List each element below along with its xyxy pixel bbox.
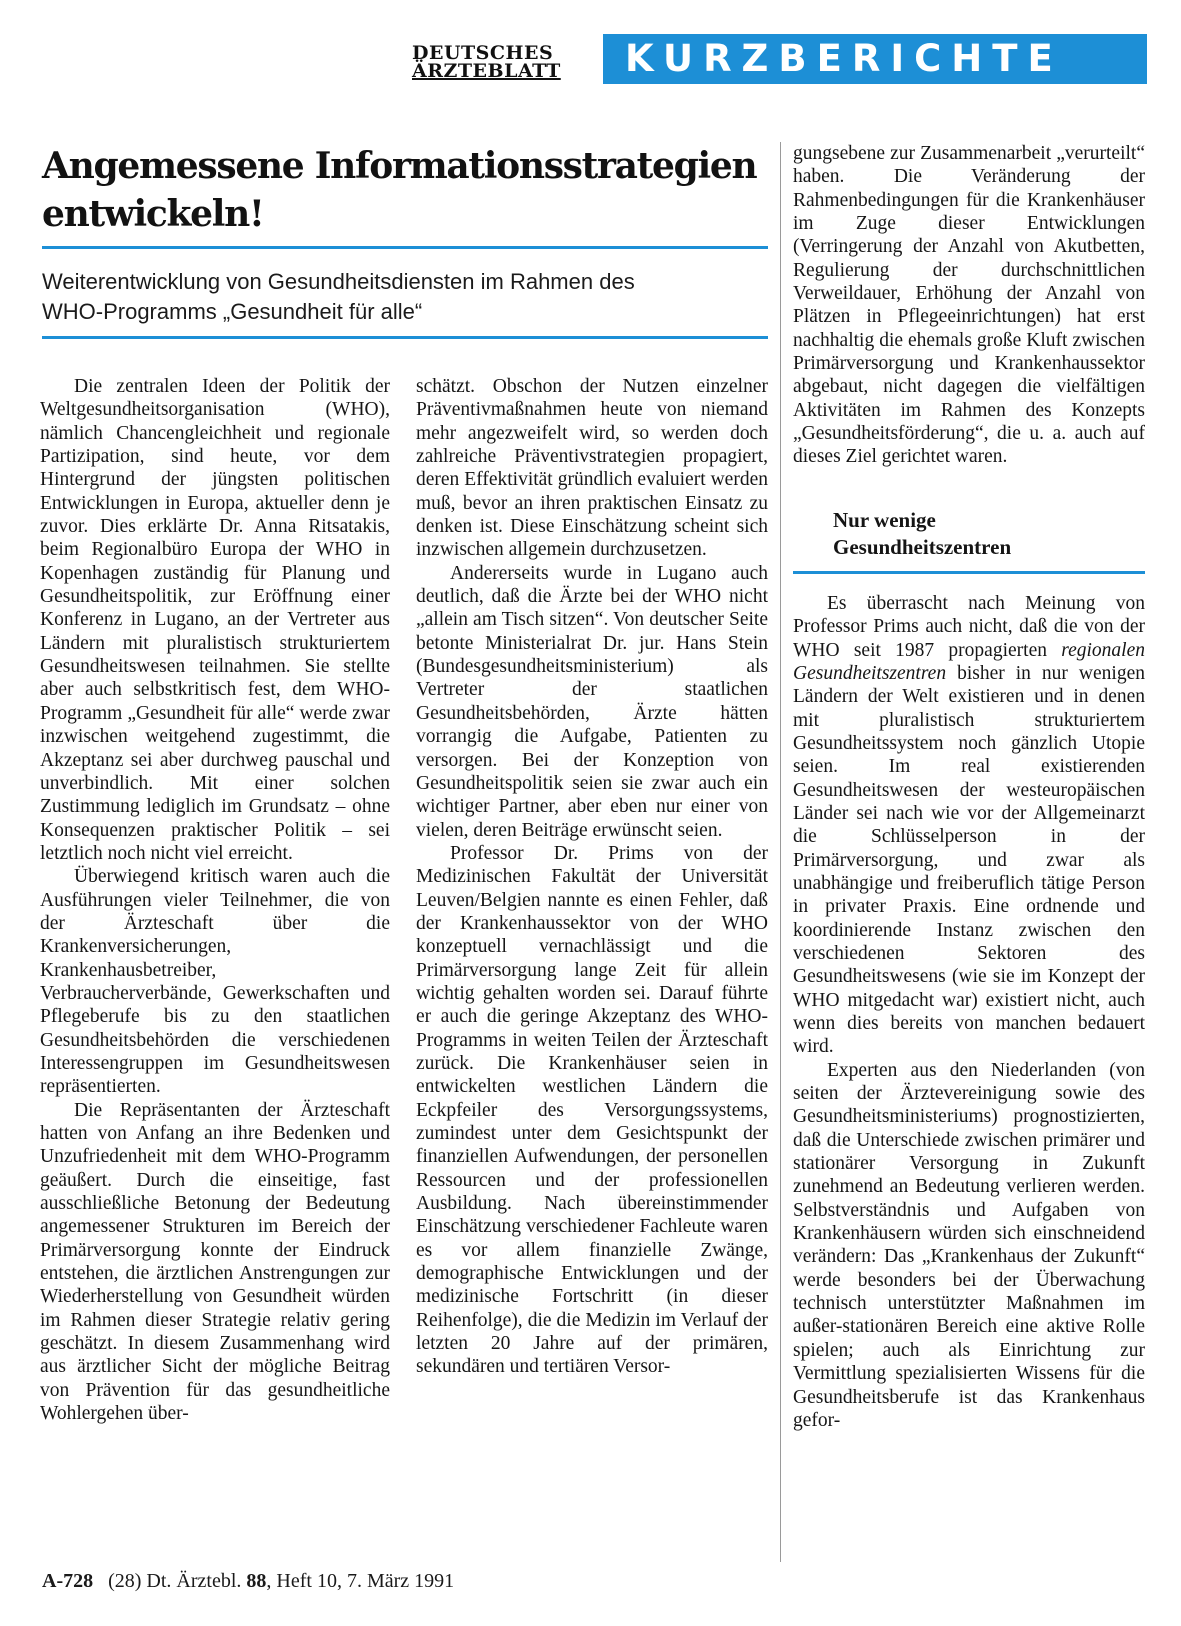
section-banner: KURZBERICHTE <box>603 34 1147 84</box>
column-3 <box>793 142 1145 1432</box>
paragraph <box>793 592 1145 1059</box>
column-divider <box>780 142 781 1562</box>
issue-suffix: , Heft 10, 7. März 1991 <box>266 1570 455 1592</box>
column-2 <box>416 375 768 1379</box>
subheading-rule <box>793 571 1145 574</box>
subheading-line-2: Gesundheitszentren <box>833 534 1012 559</box>
issue-prefix: (28) Dt. Ärztebl. <box>108 1570 242 1592</box>
title-rule-top <box>42 246 768 249</box>
paragraph-text: Es überrascht nach Meinung von Professor Prims auch nicht, daß die von der WHO seit 1987 propagierten <box>793 592 1145 661</box>
column-1 <box>40 375 390 1425</box>
title-line-2: entwickeln! <box>42 193 264 235</box>
paragraph: Die zentralen Ideen der Politik der Weltgesundheitsorganisation (WHO), nämlich Chancengleichheit und regionale Partizipation, sind heute, vor dem Hintergrund der jüngsten politischen Entwicklungen in Europa, aktueller denn je zuvor. Dies erklärte Dr. Anna Ritsatakis, beim Regionalbüro Europa der WHO in Kopenhagen zuständig für Planung und Gesundheitspolitik, zur Eröffnung einer Konferenz in Lugano, an der Vertreter aus Ländern mit pluralistisch strukturiertem Gesundheitswesen teilnahmen. Sie stellte aber auch selbstkritisch fest, dem WHO-Programm „Gesundheit für alle“ werde zwar inzwischen weitgehend zugestimmt, die Akzeptanz sei aber durchweg pauschal und unverbindlich. Mit einer solchen Zustimmung lediglich im Grundsatz – ohne Konsequenzen praktischer Politik – sei letztlich noch nicht viel erreicht. <box>40 376 390 864</box>
subtitle-line-2: WHO-Programms „Gesundheit für alle“ <box>42 299 423 324</box>
paragraph: Professor Dr. Prims von der Medizinischen Fakultät der Universität Leuven/Belgien nannte es einen Fehler, daß der Krankenhaussektor von der WHO konzeptuell vernachlässigt und die Primärversorgung lange Zeit für allein wichtig gehalten worden sei. Darauf führte er auch die geringe Akzeptanz des WHO-Programms in weiten Teilen der Ärzteschaft zurück. Die Krankenhäuser seien in entwickelten westlichen Ländern die Eckpfeiler des Versorgungssystems, zumindest unter dem Gesichtspunkt der finanziellen Aufwendungen, der personellen Ressourcen und der professionellen Ausbildung. Nach übereinstimmender Einschätzung verschiedener Fachleute waren es vor allem finanzielle Zwänge, demographische Entwicklungen und der medizinische Fortschritt (in dieser Reihenfolge), die die Medizin im Verlauf der letzten 20 Jahre auf der primären, sekundären und tertiären Versor- <box>416 842 768 1378</box>
masthead-line1: DEUTSCHES <box>412 42 554 64</box>
title-line-1: Angemessene Informationsstrategien <box>42 145 757 187</box>
paragraph: gungsebene zur Zusammenarbeit „verurteilt“ haben. Die Veränderung der Rahmenbedingungen für die Krankenhäuser im Zuge dieser Entwicklungen (Verringerung der Anzahl von Akutbetten, Regulierung der durchschnittlichen Verweildauer, Erhöhung der Anzahl von Plätzen in Pflegeeinrichtungen) hat erst nachhaltig die ehemals große Kluft zwischen Primärversorgung und Krankenhaussektor abgebaut, nicht dagegen die vielfältigen Aktivitäten im Rahmen des Konzepts „Gesundheitsförderung“, die u. a. auch auf dieses Ziel gerichtet waren. <box>793 143 1145 468</box>
paragraph: schätzt. Obschon der Nutzen einzelner Präventivmaßnahmen heute von niemand mehr angezweifelt wird, so werden doch zahlreiche Präventivstrategien propagiert, deren Effektivität gründlich evaluiert werden muß, bevor an ihren praktischen Einsatz zu denken ist. Diese Einschätzung scheint sich inzwischen allgemein durchzusetzen. <box>416 376 768 561</box>
subheading-line-1: Nur wenige <box>833 507 936 532</box>
paragraph: Experten aus den Niederlanden (von seiten der Ärztevereinigung sowie des Gesundheitsministeriums) prognostizierten, daß die Unterschiede zwischen primärer und stationärer Versorgung in Zukunft zunehmend an Bedeutung verlieren werden. Selbstverständnis und Aufgaben von Krankenhäusern würden sich einschneidend verändern: Das „Krankenhaus der Zukunft“ werde besonders bei der Überwachung technisch unterstützter Maßnahmen im außer-stationären Bereich eine aktive Rolle spielen; auch als Einrichtung zur Vermittlung spezialisierten Wissens für die Gesundheitsberufe ist das Krankenhaus gefor- <box>793 1059 1145 1431</box>
masthead-logo <box>412 44 578 80</box>
paragraph: Die Repräsentanten der Ärzteschaft hatten von Anfang an ihre Bedenken und Unzufriedenheit mit dem WHO-Programm geäußert. Durch die einseitige, fast ausschließliche Betonung der Bedeutung angemessener Strukturen im Bereich der Primärversorgung konnte der Eindruck entstehen, die ärztlichen Anstrengungen zur Wiederherstellung von Gesundheit würden im Rahmen dieser Strategie relativ gering geschätzt. In diesem Zusammenhang wird aus ärztlicher Sicht der mögliche Beitrag von Prävention für das gesundheitliche Wohlergehen über- <box>40 1099 390 1425</box>
paragraph: Überwiegend kritisch waren auch die Ausführungen vieler Teilnehmer, die von der Ärzteschaft über die Krankenversicherungen, Krankenhausbetreiber, Verbraucherverbände, Gewerkschaften und Pflegeberufe bis zu den staatlichen Gesundheitsbehörden die verschiedenen Interessengruppen im Gesundheitswesen repräsentierten. <box>40 866 390 1098</box>
italic-term: regionalen Gesundheitszentren <box>793 639 1145 684</box>
paragraph-text: bisher in nur wenigen Ländern der Welt existieren und in denen mit pluralistisch strukturiertem Gesundheitssystem noch gänzlich Utopie seien. Im real existierenden Gesundheitswesen der westeuropäischen Länder sei nach wie vor der Allgemeinarzt die Schlüsselperson in der Primärversorgung, und zwar als unabhängige und freiberuflich tätige Person in privater Praxis. Eine ordnende und koordinierende Instanz zwischen den verschiedenen Sektoren des Gesundheitswesens (wie sie im Konzept der WHO mitgedacht war) existiert nicht, auch wenn dies bereits von manchen bedauert wird. <box>793 662 1145 1058</box>
page-footer <box>42 1568 454 1594</box>
section-subheading <box>833 507 1145 561</box>
page-number: A-728 <box>42 1570 94 1592</box>
volume-number: 88 <box>246 1570 267 1592</box>
title-rule-bottom <box>42 336 768 339</box>
masthead-line2: ÄRZTEBLATT <box>412 60 561 82</box>
article-subtitle <box>42 267 768 327</box>
paragraph: Andererseits wurde in Lugano auch deutlich, daß die Ärzte bei der WHO nicht „allein am Tisch sitzen“. Von deutscher Seite betonte Ministerialrat Dr. jur. Hans Stein (Bundesgesundheitsministerium) als Vertreter der staatlichen Gesundheitsbehörden, Ärzte hätten vorrangig die Aufgabe, Patienten zu versorgen. Bei der Konzeption von Gesundheitspolitik seien sie zwar auch ein wichtiger Partner, aber eben nur einer von vielen, deren Beiträge erwünscht seien. <box>416 562 768 841</box>
subtitle-line-1: Weiterentwicklung von Gesundheitsdiensten im Rahmen des <box>42 269 635 294</box>
article-title <box>42 142 762 238</box>
